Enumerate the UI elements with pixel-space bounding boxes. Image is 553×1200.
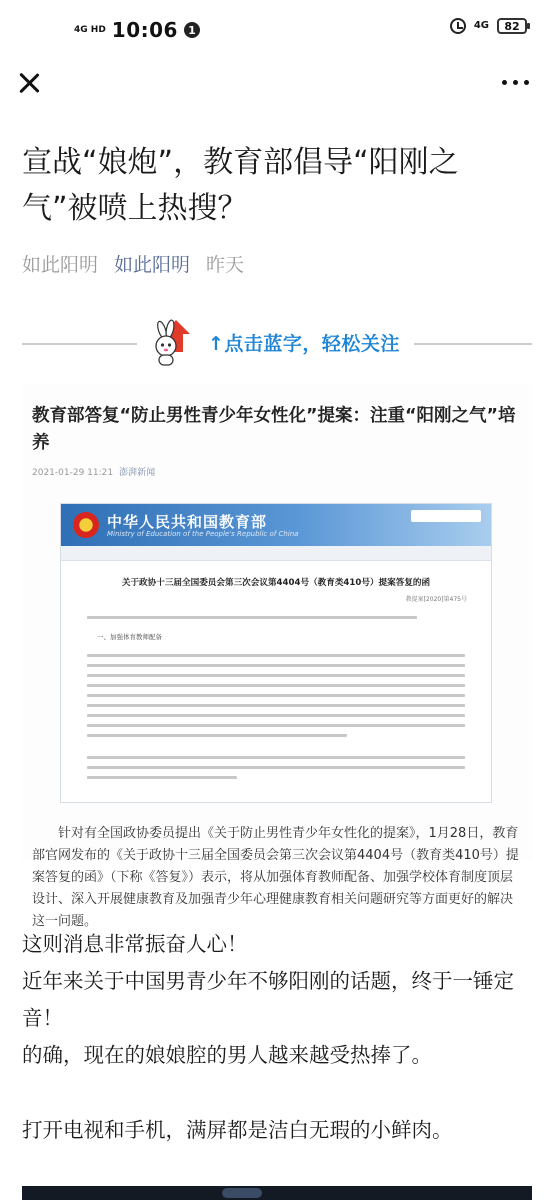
alarm-icon (450, 18, 466, 34)
text-line (87, 684, 465, 687)
text-line (87, 616, 417, 619)
clock: 10:06 (111, 18, 178, 42)
battery-icon: 82 (497, 18, 527, 34)
text-line (87, 704, 465, 707)
more-icon[interactable] (502, 80, 529, 85)
notification-badge: 1 (184, 22, 200, 38)
text-line (87, 724, 465, 727)
document-heading: 一、加强体育教师配备 (97, 633, 162, 641)
ministry-subtitle: Ministry of Education of the People's Republic of China (107, 530, 299, 538)
news-datetime: 2021-01-29 11:21 (32, 468, 114, 478)
status-left (74, 18, 200, 42)
follow-text[interactable]: ↑点击蓝字，轻松关注 (208, 333, 400, 355)
search-box (411, 510, 481, 522)
news-date (32, 465, 155, 478)
article-meta (22, 250, 244, 277)
publish-date: 昨天 (206, 254, 245, 276)
text-line (87, 694, 465, 697)
divider-right (414, 343, 532, 345)
body-paragraph: 这则消息非常振奋人心！ (22, 932, 248, 956)
signal-icon: 4G HD (74, 24, 106, 35)
news-source: 澎湃新闻 (119, 468, 156, 478)
more-dot (524, 80, 529, 85)
news-caption: 针对有全国政协委员提出《关于防止男性青少年女性化的提案》，1月28日，教育部官网发布的《关于政协十三届全国委员会第三次会议第4404号（教育类410号）提案答复的函》（下称《答复》）表示，将从加强体育教师配备、加强学校体育制度顶层设计、深入开展健康教育及加强青少年心理健康教育相关问题研究等方面更好的解决这一问题。 (32, 826, 519, 929)
news-headline: 教育部答复“防止男性青少年女性化”提案：注重“阳刚之气”培养 (32, 406, 516, 453)
body-paragraph: 的确，现在的娘娘腔的男人越来越受热捧了。 (22, 1043, 432, 1067)
text-line (87, 714, 465, 717)
text-line (87, 654, 465, 657)
article-title: 宣战“娘炮”，教育部倡导“阳刚之气”被喷上热搜？ (22, 145, 459, 226)
text-line (87, 674, 465, 677)
network-icon: 4G (473, 20, 489, 31)
body-paragraph: 打开电视和手机，满屏都是洁白无瑕的小鲜肉。 (22, 1118, 453, 1142)
document-number: 教提案[2020]第475号 (405, 596, 467, 603)
text-line (87, 734, 347, 737)
ministry-nav (61, 546, 491, 561)
follow-banner[interactable] (22, 318, 532, 368)
more-dot (513, 80, 518, 85)
status-right (450, 18, 527, 34)
text-line (87, 664, 465, 667)
text-line (87, 766, 465, 769)
rabbit-mascot-icon (150, 318, 196, 368)
ministry-name: 中华人民共和国教育部 (107, 513, 268, 531)
author-name: 如此阳明 (22, 254, 99, 276)
text-line (87, 776, 237, 779)
account-link[interactable]: 如此阳明 (114, 254, 191, 276)
ministry-header (61, 504, 491, 546)
embedded-news-image (22, 385, 532, 929)
document-title: 关于政协十三届全国委员会第三次会议第4404号（教育类410号）提案答复的函 (121, 578, 431, 588)
body-paragraph: 近年来关于中国男青少年不够阳刚的话题，终于一锤定音！ (22, 969, 514, 1030)
national-emblem-icon (73, 512, 99, 538)
ministry-page-screenshot (60, 503, 492, 803)
next-image-preview (22, 1186, 532, 1200)
divider-left (22, 343, 137, 345)
top-nav (0, 62, 553, 106)
text-line (87, 756, 465, 759)
image-highlight (222, 1188, 262, 1198)
status-bar (0, 0, 553, 62)
more-dot (502, 80, 507, 85)
close-icon[interactable] (14, 68, 44, 98)
